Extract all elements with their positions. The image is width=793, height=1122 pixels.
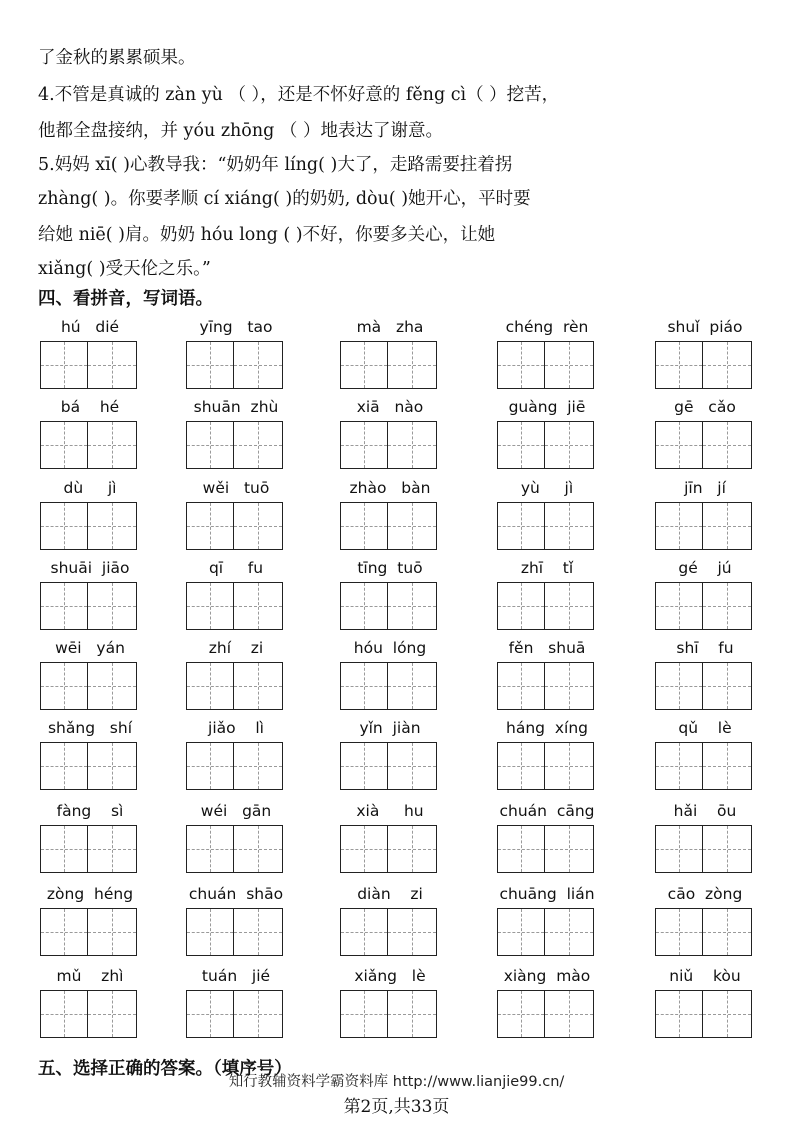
tian-zi-ge-box[interactable] bbox=[40, 341, 88, 389]
writing-boxes bbox=[340, 908, 438, 956]
writing-boxes bbox=[186, 662, 284, 710]
pinyin-label: wēi yán bbox=[55, 639, 125, 657]
tian-zi-ge-box[interactable] bbox=[40, 662, 88, 710]
writing-boxes bbox=[186, 421, 284, 469]
tian-zi-ge-box[interactable] bbox=[40, 582, 88, 630]
tian-zi-ge-box[interactable] bbox=[186, 502, 234, 550]
writing-boxes bbox=[40, 662, 138, 710]
pinyin-label: wéi gān bbox=[200, 802, 272, 820]
tian-zi-ge-box[interactable] bbox=[388, 908, 437, 956]
tian-zi-ge-box[interactable] bbox=[340, 341, 388, 389]
tian-zi-ge-box[interactable] bbox=[88, 825, 137, 873]
tian-zi-ge-box[interactable] bbox=[497, 582, 545, 630]
pinyin-label: yǐn jiàn bbox=[359, 719, 421, 737]
writing-boxes bbox=[497, 908, 595, 956]
tian-zi-ge-box[interactable] bbox=[545, 825, 594, 873]
text-line-3: 他都全盘接纳，并 yóu zhōng （ ）地表达了谢意。 bbox=[38, 121, 443, 141]
tian-zi-ge-box[interactable] bbox=[497, 341, 545, 389]
pinyin-label: shuāi jiāo bbox=[50, 559, 130, 577]
pinyin-label: hú dié bbox=[60, 318, 120, 336]
writing-boxes bbox=[186, 742, 284, 790]
tian-zi-ge-box[interactable] bbox=[40, 502, 88, 550]
pinyin-label: guàng jiē bbox=[508, 398, 586, 416]
page-footer: 第2页,共33页 bbox=[343, 1097, 450, 1117]
pinyin-label: xiàng mào bbox=[503, 967, 591, 985]
writing-boxes bbox=[497, 502, 595, 550]
tian-zi-ge-box[interactable] bbox=[88, 990, 137, 1038]
tian-zi-ge-box[interactable] bbox=[388, 582, 437, 630]
pinyin-label: jiǎo lì bbox=[208, 719, 264, 737]
tian-zi-ge-box[interactable] bbox=[497, 990, 545, 1038]
pinyin-label: dù jì bbox=[63, 479, 117, 497]
pinyin-label: shī fu bbox=[676, 639, 734, 657]
tian-zi-ge-box[interactable] bbox=[655, 662, 703, 710]
text-line-1: 了金秋的累累硕果。 bbox=[38, 48, 196, 68]
tian-zi-ge-box[interactable] bbox=[545, 908, 594, 956]
tian-zi-ge-box[interactable] bbox=[234, 341, 283, 389]
writing-boxes bbox=[340, 341, 438, 389]
tian-zi-ge-box[interactable] bbox=[234, 502, 283, 550]
tian-zi-ge-box[interactable] bbox=[655, 825, 703, 873]
tian-zi-ge-box[interactable] bbox=[186, 582, 234, 630]
tian-zi-ge-box[interactable] bbox=[186, 421, 234, 469]
pinyin-label: shǎng shí bbox=[47, 719, 133, 737]
tian-zi-ge-box[interactable] bbox=[234, 582, 283, 630]
writing-boxes bbox=[40, 742, 138, 790]
writing-boxes bbox=[655, 662, 753, 710]
tian-zi-ge-box[interactable] bbox=[88, 582, 137, 630]
tian-zi-ge-box[interactable] bbox=[40, 742, 88, 790]
writing-boxes bbox=[40, 990, 138, 1038]
pinyin-label: xià hu bbox=[356, 802, 424, 820]
tian-zi-ge-box[interactable] bbox=[340, 421, 388, 469]
pinyin-label: mǔ zhì bbox=[56, 967, 124, 985]
pinyin-label: shuǐ piáo bbox=[667, 318, 743, 336]
tian-zi-ge-box[interactable] bbox=[340, 662, 388, 710]
writing-boxes bbox=[655, 582, 753, 630]
tian-zi-ge-box[interactable] bbox=[655, 341, 703, 389]
tian-zi-ge-box[interactable] bbox=[88, 742, 137, 790]
pinyin-label: fàng sì bbox=[56, 802, 124, 820]
pinyin-label: chéng rèn bbox=[505, 318, 589, 336]
pinyin-label: wěi tuō bbox=[202, 479, 270, 497]
pinyin-label: zhào bàn bbox=[349, 479, 431, 497]
writing-boxes bbox=[40, 502, 138, 550]
writing-boxes bbox=[340, 825, 438, 873]
text-line-4: 5.妈妈 xī( )心教导我：“奶奶年 líng( )大了，走路需要拄着拐 bbox=[38, 155, 513, 175]
tian-zi-ge-box[interactable] bbox=[545, 990, 594, 1038]
tian-zi-ge-box[interactable] bbox=[186, 990, 234, 1038]
pinyin-label: cāo zòng bbox=[667, 885, 743, 903]
tian-zi-ge-box[interactable] bbox=[388, 825, 437, 873]
text-line-7: xiǎng( )受天伦之乐。” bbox=[38, 259, 211, 279]
writing-boxes bbox=[497, 582, 595, 630]
writing-boxes bbox=[497, 742, 595, 790]
writing-boxes bbox=[340, 742, 438, 790]
tian-zi-ge-box[interactable] bbox=[703, 990, 752, 1038]
tian-zi-ge-box[interactable] bbox=[703, 502, 752, 550]
writing-boxes bbox=[655, 990, 753, 1038]
pinyin-label: háng xíng bbox=[506, 719, 588, 737]
tian-zi-ge-box[interactable] bbox=[703, 908, 752, 956]
tian-zi-ge-box[interactable] bbox=[186, 825, 234, 873]
writing-boxes bbox=[40, 825, 138, 873]
tian-zi-ge-box[interactable] bbox=[234, 908, 283, 956]
pinyin-label: chuán cāng bbox=[499, 802, 595, 820]
tian-zi-ge-box[interactable] bbox=[186, 341, 234, 389]
watermark-text: 知行教辅资料学霸资料库 http://www.lianjie99.cn/ bbox=[228, 1074, 565, 1090]
tian-zi-ge-box[interactable] bbox=[88, 908, 137, 956]
tian-zi-ge-box[interactable] bbox=[545, 421, 594, 469]
tian-zi-ge-box[interactable] bbox=[388, 502, 437, 550]
writing-boxes bbox=[186, 990, 284, 1038]
tian-zi-ge-box[interactable] bbox=[655, 421, 703, 469]
text-line-2: 4.不管是真诚的 zàn yù （ ），还是不怀好意的 fěng cì（ ）挖苦， bbox=[38, 85, 560, 105]
tian-zi-ge-box[interactable] bbox=[703, 662, 752, 710]
tian-zi-ge-box[interactable] bbox=[340, 825, 388, 873]
tian-zi-ge-box[interactable] bbox=[186, 908, 234, 956]
tian-zi-ge-box[interactable] bbox=[497, 742, 545, 790]
tian-zi-ge-box[interactable] bbox=[234, 990, 283, 1038]
tian-zi-ge-box[interactable] bbox=[234, 662, 283, 710]
tian-zi-ge-box[interactable] bbox=[40, 990, 88, 1038]
tian-zi-ge-box[interactable] bbox=[497, 662, 545, 710]
writing-boxes bbox=[40, 421, 138, 469]
tian-zi-ge-box[interactable] bbox=[88, 421, 137, 469]
pinyin-label: yù jì bbox=[520, 479, 574, 497]
pinyin-label: bá hé bbox=[60, 398, 120, 416]
tian-zi-ge-box[interactable] bbox=[340, 502, 388, 550]
writing-boxes bbox=[655, 341, 753, 389]
pinyin-label: niǔ kòu bbox=[669, 967, 741, 985]
writing-boxes bbox=[655, 502, 753, 550]
pinyin-label: hǎi ōu bbox=[673, 802, 737, 820]
writing-boxes bbox=[655, 421, 753, 469]
tian-zi-ge-box[interactable] bbox=[703, 341, 752, 389]
tian-zi-ge-box[interactable] bbox=[388, 341, 437, 389]
tian-zi-ge-box[interactable] bbox=[40, 908, 88, 956]
tian-zi-ge-box[interactable] bbox=[40, 421, 88, 469]
tian-zi-ge-box[interactable] bbox=[388, 742, 437, 790]
writing-boxes bbox=[186, 502, 284, 550]
writing-boxes bbox=[655, 825, 753, 873]
tian-zi-ge-box[interactable] bbox=[388, 421, 437, 469]
writing-boxes bbox=[186, 341, 284, 389]
tian-zi-ge-box[interactable] bbox=[497, 421, 545, 469]
text-line-6: 给她 niē( )肩。奶奶 hóu long ( )不好，你要多关心，让她 bbox=[38, 225, 496, 245]
pinyin-label: gē cǎo bbox=[674, 398, 736, 416]
pinyin-label: hóu lóng bbox=[353, 639, 427, 657]
tian-zi-ge-box[interactable] bbox=[88, 502, 137, 550]
pinyin-label: xiā nào bbox=[356, 398, 424, 416]
tian-zi-ge-box[interactable] bbox=[388, 990, 437, 1038]
writing-boxes bbox=[340, 662, 438, 710]
tian-zi-ge-box[interactable] bbox=[234, 421, 283, 469]
tian-zi-ge-box[interactable] bbox=[88, 341, 137, 389]
tian-zi-ge-box[interactable] bbox=[545, 582, 594, 630]
writing-boxes bbox=[340, 582, 438, 630]
pinyin-label: shuān zhù bbox=[193, 398, 279, 416]
tian-zi-ge-box[interactable] bbox=[655, 990, 703, 1038]
writing-boxes bbox=[186, 582, 284, 630]
pinyin-label: diàn zi bbox=[357, 885, 423, 903]
tian-zi-ge-box[interactable] bbox=[703, 825, 752, 873]
pinyin-label: tīng tuō bbox=[357, 559, 423, 577]
tian-zi-ge-box[interactable] bbox=[186, 662, 234, 710]
tian-zi-ge-box[interactable] bbox=[340, 990, 388, 1038]
writing-boxes bbox=[497, 421, 595, 469]
pinyin-label: zhí zi bbox=[208, 639, 264, 657]
pinyin-label: chuāng lián bbox=[499, 885, 595, 903]
section-5-title: 五、选择正确的答案。（填序号） bbox=[38, 1059, 292, 1079]
pinyin-label: chuán shāo bbox=[188, 885, 284, 903]
pinyin-label: fěn shuā bbox=[508, 639, 586, 657]
tian-zi-ge-box[interactable] bbox=[388, 662, 437, 710]
pinyin-label: zòng héng bbox=[46, 885, 134, 903]
section-4-title: 四、看拼音，写词语。 bbox=[38, 289, 213, 309]
tian-zi-ge-box[interactable] bbox=[703, 421, 752, 469]
writing-boxes bbox=[655, 908, 753, 956]
writing-boxes bbox=[40, 582, 138, 630]
writing-boxes bbox=[497, 341, 595, 389]
writing-boxes bbox=[186, 825, 284, 873]
tian-zi-ge-box[interactable] bbox=[234, 742, 283, 790]
tian-zi-ge-box[interactable] bbox=[88, 662, 137, 710]
tian-zi-ge-box[interactable] bbox=[545, 502, 594, 550]
tian-zi-ge-box[interactable] bbox=[497, 502, 545, 550]
writing-boxes bbox=[40, 341, 138, 389]
writing-boxes bbox=[340, 421, 438, 469]
writing-boxes bbox=[497, 825, 595, 873]
pinyin-label: tuán jié bbox=[201, 967, 271, 985]
tian-zi-ge-box[interactable] bbox=[703, 742, 752, 790]
tian-zi-ge-box[interactable] bbox=[545, 742, 594, 790]
pinyin-label: gé jú bbox=[678, 559, 732, 577]
pinyin-label: xiǎng lè bbox=[354, 967, 426, 985]
tian-zi-ge-box[interactable] bbox=[655, 502, 703, 550]
writing-boxes bbox=[186, 908, 284, 956]
tian-zi-ge-box[interactable] bbox=[186, 742, 234, 790]
text-line-5: zhàng( )。你要孝顺 cí xiáng( )的奶奶, dòu( )她开心，平时要 bbox=[38, 189, 531, 209]
writing-boxes bbox=[340, 990, 438, 1038]
writing-boxes bbox=[40, 908, 138, 956]
tian-zi-ge-box[interactable] bbox=[497, 825, 545, 873]
pinyin-label: qǔ lè bbox=[678, 719, 732, 737]
tian-zi-ge-box[interactable] bbox=[703, 582, 752, 630]
writing-boxes bbox=[340, 502, 438, 550]
writing-boxes bbox=[497, 990, 595, 1038]
pinyin-label: mà zha bbox=[356, 318, 424, 336]
tian-zi-ge-box[interactable] bbox=[340, 908, 388, 956]
tian-zi-ge-box[interactable] bbox=[40, 825, 88, 873]
pinyin-label: zhī tǐ bbox=[520, 559, 574, 577]
writing-boxes bbox=[497, 662, 595, 710]
tian-zi-ge-box[interactable] bbox=[234, 825, 283, 873]
pinyin-label: yīng tao bbox=[199, 318, 273, 336]
tian-zi-ge-box[interactable] bbox=[545, 662, 594, 710]
tian-zi-ge-box[interactable] bbox=[655, 582, 703, 630]
tian-zi-ge-box[interactable] bbox=[545, 341, 594, 389]
tian-zi-ge-box[interactable] bbox=[655, 908, 703, 956]
tian-zi-ge-box[interactable] bbox=[497, 908, 545, 956]
pinyin-label: jīn jí bbox=[684, 479, 726, 497]
tian-zi-ge-box[interactable] bbox=[340, 582, 388, 630]
tian-zi-ge-box[interactable] bbox=[655, 742, 703, 790]
tian-zi-ge-box[interactable] bbox=[340, 742, 388, 790]
writing-boxes bbox=[655, 742, 753, 790]
pinyin-label: qī fu bbox=[208, 559, 264, 577]
